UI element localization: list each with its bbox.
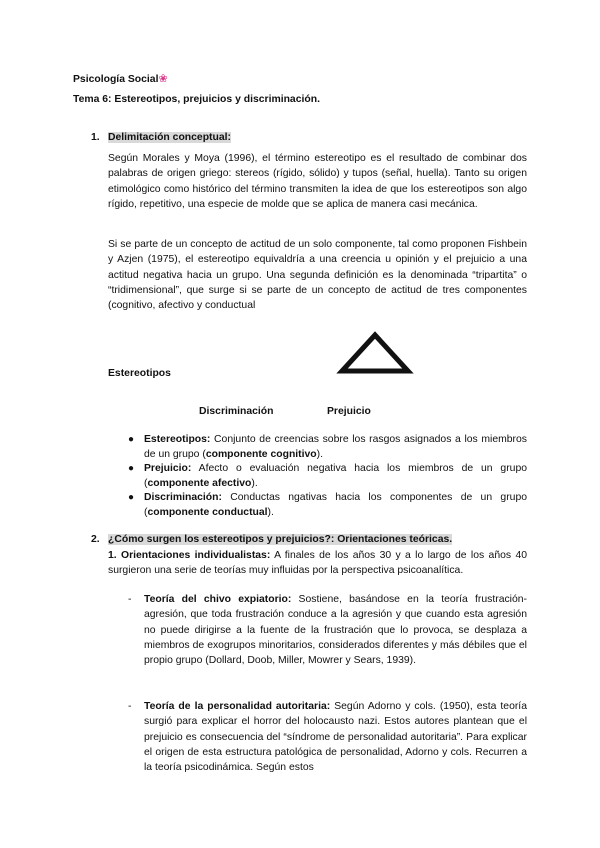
section1-paragraph-1: Según Morales y Moya (1996), el término estereotipo es el resultado de combinar dos palabras de origen griego: stereos (rígido, sólido) y tupos (señal, huella). Tanto su origen etimológico como histórico del término transmiten la idea de que los estereotipos son algo rígido, repetitivo, una especie de molde que se aplica de manera casi mecánica. xyxy=(108,153,527,210)
bullet-prejuicio xyxy=(144,461,527,492)
bullet-strong: componente conductual xyxy=(147,507,268,519)
theory-personalidad-autoritaria xyxy=(144,699,527,775)
theory-text: Sostiene, basándose en la teoría frustración-agresión, que toda frustración conduce a la agresión y que cuando esta agresión no puede dirigirse a la fuente de la frustración que lo provoca, se desplaza a miembros de exogrupos minoritarios, considerados diferentes y más débiles que el propio grupo (Dollard, Doob, Miller, Mowrer y Sears, 1939). xyxy=(144,594,528,667)
bullet-estereotipos xyxy=(144,432,527,463)
bullet-text: Conjunto de creencias sobre los rasgos asignados a los miembros de un grupo ( xyxy=(144,434,527,461)
dash-marker: - xyxy=(128,701,132,712)
bullet-text: Conductas ngativas hacia los componentes de un grupo ( xyxy=(144,492,527,519)
bullet-text: Afecto o evaluación negativa hacia los miembros de un grupo ( xyxy=(144,463,527,490)
document-subtitle: Tema 6: Estereotipos, prejuicios y discriminación. xyxy=(73,94,320,105)
bullet-dot: ● xyxy=(128,492,135,503)
diagram-label-prejuicio: Prejuicio xyxy=(327,406,371,417)
theory-term: Teoría de la personalidad autoritaria: xyxy=(144,701,331,712)
bullet-strong: componente cognitivo xyxy=(205,449,317,461)
bullet-end: ). xyxy=(316,449,324,461)
dash-marker: - xyxy=(128,594,132,605)
bullet-end: ). xyxy=(267,507,274,519)
section2-heading-text: ¿Cómo surgen los estereotipos y prejuicios?: Orientaciones teóricas. xyxy=(108,534,453,545)
bullet-term: Discriminación: xyxy=(144,492,222,503)
section1-number: 1. xyxy=(91,132,100,143)
subsection-heading: 1. Orientaciones individualistas: xyxy=(108,550,271,561)
theory-text: Según Adorno y cols. (1950), esta teoría surgió para explicar el horror del holocausto nazi. Estos autores plantean que el prejuicio es consecuencia del “síndrome de personalidad autoritaria”. Para explicar el origen de esta estructura patológica de personalidad, Adorno y cols. Recurren a la teoría psicodinámica. Según estos xyxy=(144,701,527,774)
section1-paragraph-2: Si se parte de un concepto de actitud de un solo componente, tal como proponen Fishbein y Azjen (1975), el estereotipo equivaldría a una creencia u opinión y el prejuicio a una actitud negativa hacia un grupo. Una segunda definición es la denominada “tripartita” o “tridimensional”, que surge si se parte de un concepto de actitud de tres componentes (cognitivo, afectivo y conductual xyxy=(108,239,527,312)
section2-intro xyxy=(108,548,527,579)
section2-number: 2. xyxy=(91,534,100,545)
section2-heading xyxy=(108,532,452,547)
subsection-text: A finales de los años 30 y a lo largo de los años 40 surgieron una serie de teorías muy influidas por la perspectiva psicoanalítica. xyxy=(108,550,527,577)
flower-icon: ❀ xyxy=(158,73,168,85)
bullet-strong: componente afectivo xyxy=(147,478,252,490)
diagram-label-estereotipos: Estereotipos xyxy=(108,368,171,379)
triangle-icon xyxy=(336,329,414,375)
document-title xyxy=(73,72,168,87)
section1-heading xyxy=(108,130,231,145)
bullet-dot: ● xyxy=(128,463,135,474)
bullet-term: Prejuicio: xyxy=(144,463,192,474)
bullet-discriminacion xyxy=(144,490,527,521)
diagram-label-discriminacion: Discriminación xyxy=(199,406,274,417)
theory-term: Teoría del chivo expiatorio: xyxy=(144,594,292,605)
theory-chivo-expiatorio xyxy=(144,592,527,668)
bullet-dot: ● xyxy=(128,434,135,445)
bullet-term: Estereotipos: xyxy=(144,434,211,445)
bullet-end: ). xyxy=(251,478,258,490)
section1-heading-text: Delimitación conceptual: xyxy=(108,132,231,143)
title-text: Psicología Social xyxy=(73,74,159,85)
